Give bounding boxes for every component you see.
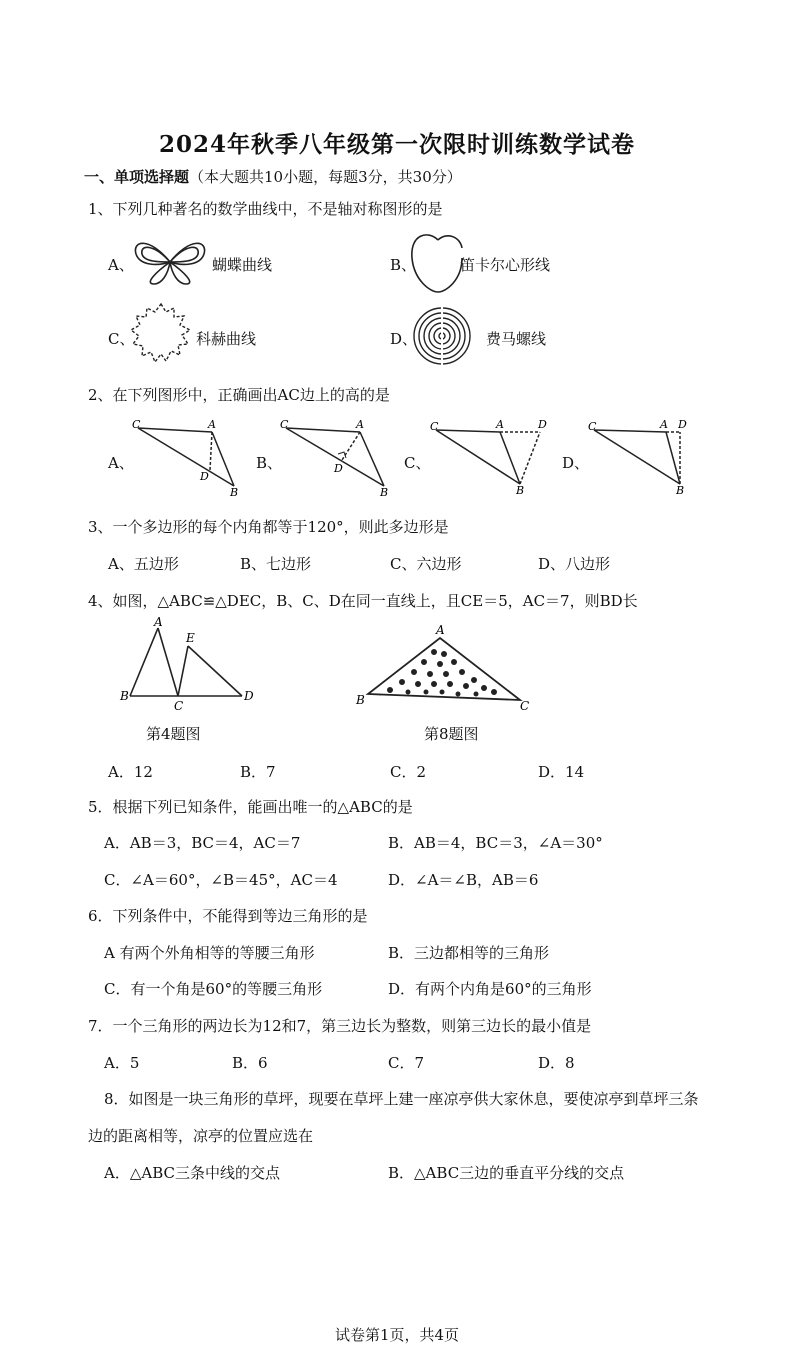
koch-curve-figure	[128, 300, 194, 366]
page-title: 2024年秋季八年级第一次限时训练数学试卷	[158, 131, 635, 158]
question-8-stem-line-2: 边的距离相等，凉亭的位置应选在	[88, 1127, 314, 1145]
q5-option-a: A．AB＝3，BC＝4，AC＝7	[104, 834, 301, 852]
q1-option-c-letter: C、	[108, 330, 135, 348]
q1-option-d-letter: D、	[390, 330, 418, 348]
q5-option-d: D．∠A＝∠B，AB＝6	[388, 871, 539, 889]
q1-option-d-label: 费马螺线	[486, 330, 547, 348]
q6-option-d: D．有两个内角是60°的三角形	[388, 980, 592, 998]
q2b-label-b: B	[380, 486, 389, 499]
q2c-label-c: C	[430, 420, 439, 433]
grass-pattern	[387, 649, 497, 697]
fig8-label-b: B	[356, 693, 365, 707]
q2-figure-b	[278, 418, 394, 498]
q1-option-a-letter: A、	[108, 256, 134, 274]
q6-option-b: B．三边都相等的三角形	[388, 944, 550, 962]
q7-option-d: D．8	[538, 1054, 575, 1072]
fig4-label-b: B	[120, 689, 129, 703]
q2-option-c-letter: C、	[404, 454, 431, 472]
section-title: 一、单项选择题	[84, 168, 190, 186]
q7-option-c: C．7	[388, 1054, 425, 1072]
figure-8-caption: 第8题图	[424, 725, 479, 743]
fig4-label-a: A	[154, 615, 163, 629]
q4-option-d: D．14	[538, 763, 585, 781]
q5-option-b: B．AB＝4，BC＝3，∠A＝30°	[388, 834, 603, 852]
fig4-label-e: E	[186, 631, 195, 645]
q8-option-b: B．△ABC三边的垂直平分线的交点	[388, 1164, 625, 1182]
q3-option-a: A、五边形	[108, 555, 179, 573]
q2b-label-c: C	[280, 418, 289, 431]
q7-option-a: A．5	[104, 1054, 140, 1072]
q2-option-b-letter: B、	[256, 454, 283, 472]
q6-option-a: A 有两个外角相等的等腰三角形	[104, 944, 315, 962]
q3-option-b: B、七边形	[240, 555, 312, 573]
q2c-label-b: B	[516, 484, 525, 497]
section-heading	[84, 166, 462, 187]
q4-option-b: B．7	[240, 763, 276, 781]
question-2-stem: 2、在下列图形中，正确画出AC边上的高的是	[88, 386, 390, 404]
q2a-label-a: A	[208, 418, 216, 431]
question-7-stem: 7．一个三角形的两边长为12和7，第三边长为整数，则第三边长的最小值是	[88, 1017, 592, 1035]
fig8-label-c: C	[520, 699, 530, 713]
fig4-label-c: C	[174, 699, 184, 713]
q2-figure-c	[428, 418, 552, 498]
butterfly-curve-figure	[130, 232, 210, 288]
q2b-label-a: A	[356, 418, 364, 431]
question-1-stem: 1、下列几种著名的数学曲线中，不是轴对称图形的是	[88, 200, 443, 218]
q2d-label-a: A	[660, 418, 668, 431]
q2-option-d-letter: D、	[562, 454, 590, 472]
question-6-stem: 6．下列条件中，不能得到等边三角形的是	[88, 907, 368, 925]
q3-option-d: D、八边形	[538, 555, 611, 573]
q7-option-b: B．6	[232, 1054, 268, 1072]
q4-option-a: A．12	[108, 763, 153, 781]
q2c-label-d: D	[538, 418, 547, 431]
cardioid-figure	[408, 228, 468, 294]
q2a-label-d: D	[200, 470, 209, 483]
question-5-stem: 5．根据下列已知条件，能画出唯一的△ABC的是	[88, 798, 413, 816]
q5-option-c: C．∠A＝60°，∠B＝45°，AC＝4	[104, 871, 338, 889]
figure-q8-lawn	[354, 622, 534, 713]
page-footer: 试卷第1页，共4页	[334, 1326, 460, 1344]
q6-option-c: C．有一个角是60°的等腰三角形	[104, 980, 323, 998]
q2c-label-a: A	[496, 418, 504, 431]
q2-option-a-letter: A、	[108, 454, 134, 472]
question-8-stem-line-1: 8．如图是一块三角形的草坪，现要在草坪上建一座凉亭供大家休息，要使凉亭到草坪三条	[104, 1090, 699, 1108]
q1-option-b-letter: B、	[390, 256, 417, 274]
figure-4-caption: 第4题图	[146, 725, 201, 743]
q2d-label-b: B	[676, 484, 685, 497]
q1-option-c-label: 科赫曲线	[196, 330, 257, 348]
q3-option-c: C、六边形	[390, 555, 462, 573]
q2a-label-c: C	[132, 418, 141, 431]
q2a-label-b: B	[230, 486, 239, 499]
fermat-spiral-figure	[410, 304, 474, 368]
q8-option-a: A．△ABC三条中线的交点	[104, 1164, 280, 1182]
q1-option-a-label: 蝴蝶曲线	[212, 256, 273, 274]
q2d-label-d: D	[678, 418, 687, 431]
figure-q4	[116, 616, 266, 712]
q2-figure-d	[586, 418, 690, 498]
fig4-label-d: D	[244, 689, 254, 703]
q1-option-b-label: 笛卡尔心形线	[460, 256, 551, 274]
question-3-stem: 3、一个多边形的每个内角都等于120°，则此多边形是	[88, 518, 449, 536]
q2b-label-d: D	[334, 462, 343, 475]
fig8-label-a: A	[436, 623, 445, 637]
q2-figure-a	[130, 418, 246, 498]
question-4-stem: 4、如图，△ABC≌△DEC，B、C、D在同一直线上，且CE＝5，AC＝7，则BD长	[88, 592, 638, 610]
q2d-label-c: C	[588, 420, 597, 433]
section-note: （本大题共10小题，每题3分，共30分）	[189, 168, 462, 186]
q4-option-c: C．2	[390, 763, 427, 781]
